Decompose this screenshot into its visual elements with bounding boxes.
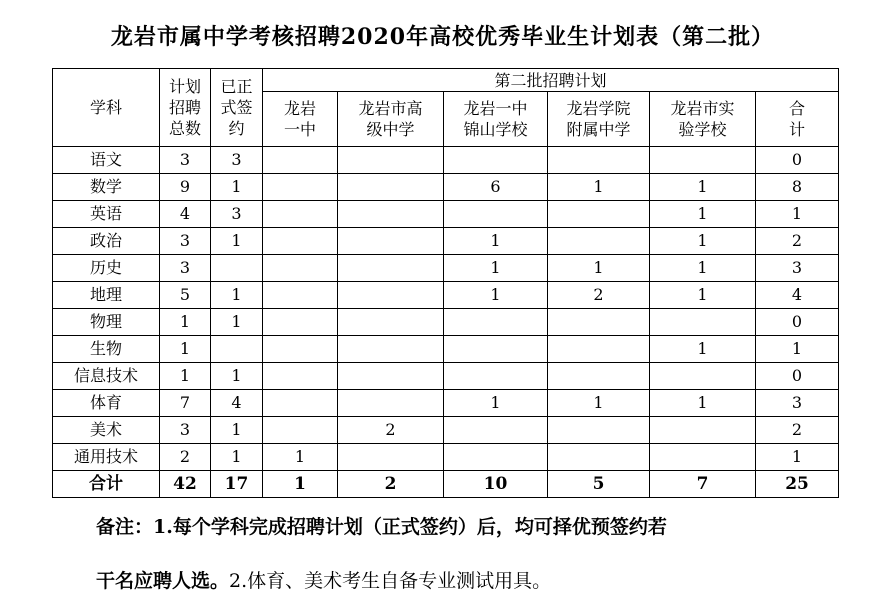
table-row <box>53 390 839 417</box>
cell-total: 1 <box>756 336 839 363</box>
cell-college-affiliated: 1 <box>548 390 650 417</box>
cell-subject: 美术 <box>53 417 160 444</box>
table-row <box>53 363 839 390</box>
cell-experimental <box>650 147 756 174</box>
cell-longyan-no1 <box>263 174 338 201</box>
cell-signed: 17 <box>211 471 263 498</box>
cell-signed: 3 <box>211 201 263 228</box>
cell-subject: 语文 <box>53 147 160 174</box>
header-subject: 学科 <box>53 69 160 147</box>
table-row <box>53 147 839 174</box>
cell-longyan-no1 <box>263 390 338 417</box>
header-signed-line: 已正 <box>220 77 253 96</box>
cell-total: 3 <box>756 255 839 282</box>
cell-college-affiliated <box>548 336 650 363</box>
cell-plan: 1 <box>160 336 211 363</box>
table-row <box>53 309 839 336</box>
cell-total: 3 <box>756 390 839 417</box>
header-sum <box>756 92 839 147</box>
header-line: 龙岩市实 <box>670 99 735 118</box>
cell-total: 2 <box>756 228 839 255</box>
cell-total: 2 <box>756 417 839 444</box>
cell-longyan-no1: 1 <box>263 471 338 498</box>
cell-plan: 4 <box>160 201 211 228</box>
note-line-2-rest: 2.体育、美术考生自备专业测试用具。 <box>229 570 552 592</box>
note-line-2 <box>96 566 551 593</box>
cell-experimental: 1 <box>650 282 756 309</box>
table-row <box>53 417 839 444</box>
table-row <box>53 201 839 228</box>
cell-total: 25 <box>756 471 839 498</box>
header-line: 合 <box>789 99 806 118</box>
cell-total: 0 <box>756 309 839 336</box>
note-line-1: 备注：1.每个学科完成招聘计划（正式签约）后，均可择优预签约若 <box>96 516 667 538</box>
cell-college-affiliated <box>548 201 650 228</box>
cell-longyan-no1 <box>263 255 338 282</box>
cell-signed: 4 <box>211 390 263 417</box>
header-line: 龙岩 <box>283 99 316 118</box>
cell-senior-high: 2 <box>338 417 444 444</box>
cell-longyan-no1 <box>263 228 338 255</box>
cell-longyan-no1 <box>263 417 338 444</box>
note-line-2-bold: 干名应聘人选。 <box>96 570 230 592</box>
cell-experimental <box>650 444 756 471</box>
header-line: 验学校 <box>678 120 727 139</box>
cell-total: 0 <box>756 147 839 174</box>
cell-signed <box>211 255 263 282</box>
header-line: 附属中学 <box>566 120 631 139</box>
header-signed-line: 式签 <box>220 98 253 117</box>
cell-plan: 9 <box>160 174 211 201</box>
cell-plan: 1 <box>160 363 211 390</box>
cell-senior-high <box>338 174 444 201</box>
cell-plan: 3 <box>160 228 211 255</box>
cell-jinshan <box>444 363 548 390</box>
cell-longyan-no1 <box>263 363 338 390</box>
header-school-longyan-no1 <box>263 92 338 147</box>
recruitment-plan-table <box>52 68 839 498</box>
cell-plan: 3 <box>160 147 211 174</box>
cell-jinshan <box>444 336 548 363</box>
cell-experimental: 1 <box>650 390 756 417</box>
cell-jinshan: 6 <box>444 174 548 201</box>
cell-longyan-no1 <box>263 147 338 174</box>
cell-jinshan: 1 <box>444 255 548 282</box>
cell-college-affiliated: 5 <box>548 471 650 498</box>
cell-college-affiliated <box>548 228 650 255</box>
cell-senior-high <box>338 147 444 174</box>
cell-signed: 1 <box>211 417 263 444</box>
cell-experimental: 1 <box>650 174 756 201</box>
cell-jinshan: 1 <box>444 390 548 417</box>
cell-jinshan <box>444 444 548 471</box>
cell-subject: 体育 <box>53 390 160 417</box>
cell-subject: 政治 <box>53 228 160 255</box>
cell-signed: 1 <box>211 282 263 309</box>
cell-longyan-no1 <box>263 201 338 228</box>
cell-experimental: 1 <box>650 201 756 228</box>
cell-senior-high <box>338 390 444 417</box>
cell-longyan-no1 <box>263 336 338 363</box>
header-plan-line: 招聘 <box>168 98 201 117</box>
cell-signed <box>211 336 263 363</box>
cell-total: 8 <box>756 174 839 201</box>
header-school-jinshan <box>444 92 548 147</box>
header-line: 龙岩市高 <box>358 99 423 118</box>
cell-subject: 地理 <box>53 282 160 309</box>
table-row <box>53 336 839 363</box>
cell-plan: 1 <box>160 309 211 336</box>
header-line: 级中学 <box>366 120 415 139</box>
cell-jinshan <box>444 309 548 336</box>
cell-experimental <box>650 363 756 390</box>
table-row <box>53 228 839 255</box>
page-title: 龙岩市属中学考核招聘2020年高校优秀毕业生计划表（第二批） <box>110 24 775 50</box>
cell-subject: 历史 <box>53 255 160 282</box>
cell-senior-high <box>338 363 444 390</box>
cell-college-affiliated <box>548 309 650 336</box>
cell-subject: 数学 <box>53 174 160 201</box>
cell-experimental <box>650 309 756 336</box>
cell-college-affiliated: 2 <box>548 282 650 309</box>
cell-jinshan: 10 <box>444 471 548 498</box>
table-row <box>53 255 839 282</box>
header-line: 龙岩学院 <box>566 99 631 118</box>
cell-jinshan <box>444 201 548 228</box>
cell-college-affiliated <box>548 363 650 390</box>
header-school-senior-high <box>338 92 444 147</box>
header-school-college-affiliated <box>548 92 650 147</box>
cell-total: 0 <box>756 363 839 390</box>
cell-experimental: 7 <box>650 471 756 498</box>
cell-jinshan: 1 <box>444 282 548 309</box>
table-row <box>53 444 839 471</box>
cell-longyan-no1 <box>263 282 338 309</box>
header-plan-total <box>160 69 211 147</box>
header-signed-line: 约 <box>228 119 245 138</box>
cell-plan: 3 <box>160 255 211 282</box>
cell-plan: 5 <box>160 282 211 309</box>
cell-jinshan <box>444 147 548 174</box>
header-signed <box>211 69 263 147</box>
cell-college-affiliated <box>548 147 650 174</box>
header-line: 龙岩一中 <box>463 99 528 118</box>
header-school-experimental <box>650 92 756 147</box>
cell-signed: 1 <box>211 444 263 471</box>
cell-experimental: 1 <box>650 336 756 363</box>
cell-subject: 物理 <box>53 309 160 336</box>
cell-college-affiliated <box>548 417 650 444</box>
cell-jinshan <box>444 417 548 444</box>
total-row <box>53 471 839 498</box>
cell-experimental <box>650 417 756 444</box>
cell-plan: 3 <box>160 417 211 444</box>
cell-signed: 1 <box>211 174 263 201</box>
cell-senior-high <box>338 309 444 336</box>
cell-experimental: 1 <box>650 255 756 282</box>
cell-plan: 2 <box>160 444 211 471</box>
cell-college-affiliated <box>548 444 650 471</box>
table-row <box>53 282 839 309</box>
cell-senior-high <box>338 282 444 309</box>
cell-plan: 42 <box>160 471 211 498</box>
header-batch2: 第二批招聘计划 <box>263 69 839 92</box>
cell-signed: 1 <box>211 363 263 390</box>
cell-senior-high <box>338 336 444 363</box>
cell-senior-high <box>338 228 444 255</box>
header-line: 锦山学校 <box>463 120 528 139</box>
cell-subject: 信息技术 <box>53 363 160 390</box>
cell-total: 1 <box>756 201 839 228</box>
cell-senior-high <box>338 444 444 471</box>
cell-jinshan: 1 <box>444 228 548 255</box>
cell-subject: 通用技术 <box>53 444 160 471</box>
cell-subject: 英语 <box>53 201 160 228</box>
header-line: 计 <box>789 120 806 139</box>
cell-college-affiliated: 1 <box>548 174 650 201</box>
cell-senior-high: 2 <box>338 471 444 498</box>
cell-total: 1 <box>756 444 839 471</box>
cell-signed: 1 <box>211 228 263 255</box>
cell-signed: 1 <box>211 309 263 336</box>
table-row <box>53 174 839 201</box>
cell-longyan-no1: 1 <box>263 444 338 471</box>
header-line: 一中 <box>283 120 316 139</box>
cell-longyan-no1 <box>263 309 338 336</box>
cell-subject: 合计 <box>53 471 160 498</box>
cell-total: 4 <box>756 282 839 309</box>
cell-signed: 3 <box>211 147 263 174</box>
header-plan-line: 计划 <box>168 77 201 96</box>
cell-plan: 7 <box>160 390 211 417</box>
cell-senior-high <box>338 255 444 282</box>
cell-college-affiliated: 1 <box>548 255 650 282</box>
cell-experimental: 1 <box>650 228 756 255</box>
cell-senior-high <box>338 201 444 228</box>
header-plan-line: 总数 <box>168 119 201 138</box>
cell-subject: 生物 <box>53 336 160 363</box>
